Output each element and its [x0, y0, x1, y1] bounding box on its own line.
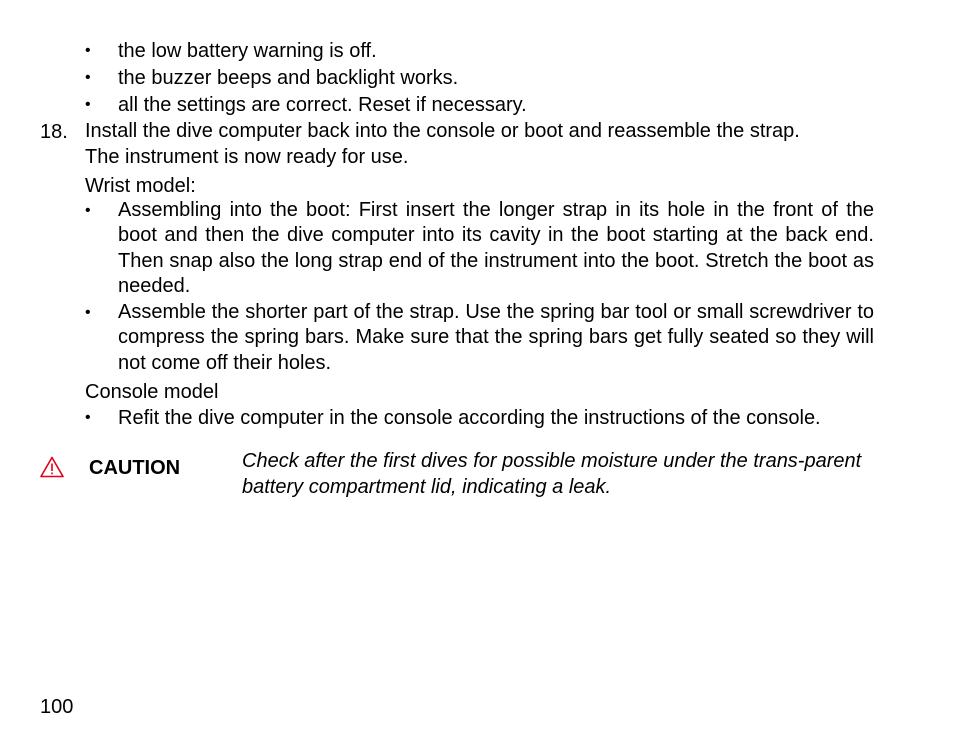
list-item: the low battery warning is off.: [118, 40, 377, 62]
console-model-heading: Console model: [85, 381, 219, 403]
list-item: Assembling into the boot: First insert the longer strap in its hole in the front of the boot and then the dive computer into its cavity in the boot starting at the back end. Then snap also the long strap end of the instrument into the boot. Stretch the boot as needed.: [118, 199, 874, 297]
bullet-marker: •: [85, 304, 91, 321]
bullet-marker: •: [85, 96, 91, 113]
list-item: Refit the dive computer in the console according the instructions of the console.: [118, 407, 821, 429]
wrist-model-heading: Wrist model:: [85, 175, 196, 197]
caution-text: Check after the first dives for possible moisture under the trans-parent battery compartment lid, indicating a leak.: [242, 450, 862, 498]
bullet-marker: •: [85, 409, 91, 426]
list-item: all the settings are correct. Reset if necessary.: [118, 94, 527, 116]
step-number: 18.: [40, 121, 68, 143]
bullet-marker: •: [85, 202, 91, 219]
list-item: Assemble the shorter part of the strap. Use the spring bar tool or small screwdriver to compress the spring bars. Make sure that the spring bars get fully seated so they will not come off their holes.: [118, 301, 874, 374]
list-item: the buzzer beeps and backlight works.: [118, 67, 459, 89]
bullet-marker: •: [85, 69, 91, 86]
step-text-line: The instrument is now ready for use.: [85, 146, 409, 168]
step-text-line: Install the dive computer back into the console or boot and reassemble the strap.: [85, 120, 800, 142]
warning-triangle-icon: [40, 456, 64, 478]
bullet-marker: •: [85, 42, 91, 59]
caution-label: CAUTION: [89, 457, 181, 479]
page-number: 100: [40, 696, 74, 718]
